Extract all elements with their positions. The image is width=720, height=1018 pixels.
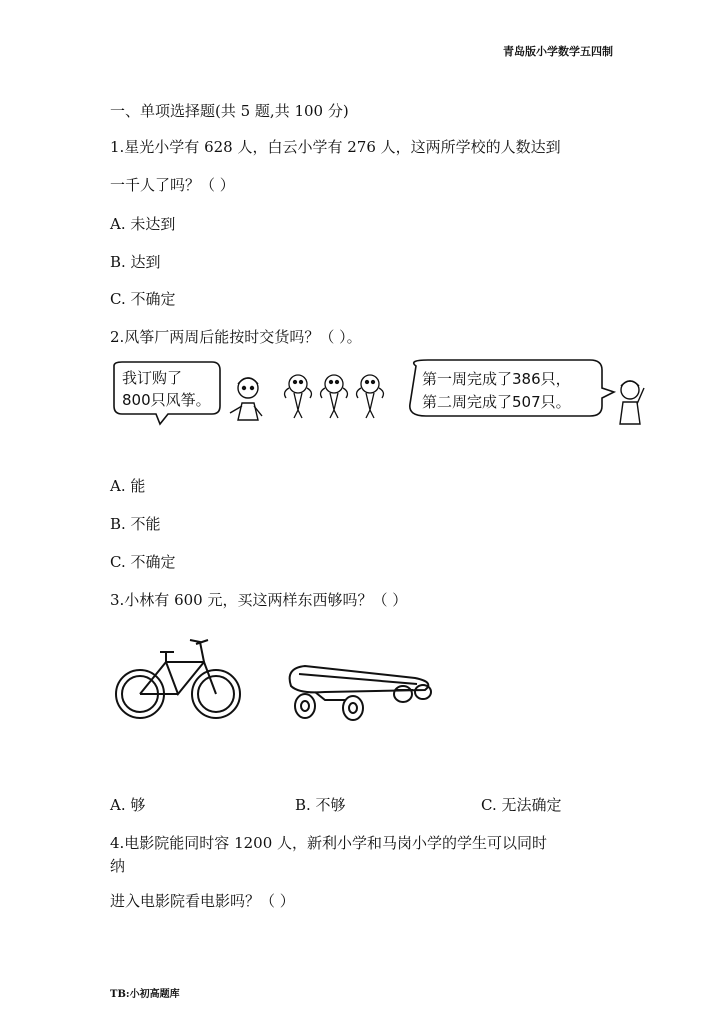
q3-option-a: A. 够 [110, 796, 146, 814]
q1-option-a: A. 未达到 [110, 215, 176, 233]
page-footer: TB:小初高题库 [110, 989, 180, 1000]
kite-icon [321, 375, 348, 418]
bubble-left-line1: 我订购了 [122, 369, 183, 387]
page-header: 青岛版小学数学五四制 [503, 45, 613, 58]
q2-stem: 2.风筝厂两周后能按时交货吗？（ ）。 [110, 328, 362, 346]
bubble-left-line2: 800只风筝。 [122, 391, 211, 409]
q2-option-b: B. 不能 [110, 515, 161, 533]
bubble-right-line1: 第一周完成了386只， [422, 370, 571, 388]
speech-bubble-right [410, 360, 614, 416]
bicycle-icon [108, 632, 248, 728]
worker-figure-icon [620, 381, 644, 424]
q1-stem-line2: 一千人了吗？（ ） [110, 176, 235, 194]
section-title: 一、单项选择题(共 5 题,共 100 分) [110, 102, 349, 120]
bubble-right-line2: 第二周完成了507只。 [422, 393, 571, 411]
q3-stem: 3.小林有 600 元，买这两样东西够吗？（ ） [110, 591, 408, 609]
q3-option-b: B. 不够 [295, 796, 346, 814]
q4-stem-line2: 纳 [110, 857, 126, 875]
customer-figure-icon [230, 378, 262, 420]
kite-icon [357, 375, 384, 418]
skateboard-icon [285, 656, 440, 724]
q1-stem-line1: 1.星光小学有 628 人，白云小学有 276 人，这两所学校的人数达到 [110, 138, 561, 156]
q3-option-c: C. 无法确定 [481, 796, 562, 814]
kite-icon [285, 375, 312, 418]
q2-option-c: C. 不确定 [110, 553, 176, 571]
q4-stem-line1: 4.电影院能同时容 1200 人，新利小学和马岗小学的学生可以同时 [110, 834, 548, 852]
q4-stem-line3: 进入电影院看电影吗？（ ） [110, 892, 295, 910]
speech-bubble-left [114, 362, 220, 424]
q2-illustration [108, 358, 648, 428]
q1-option-c: C. 不确定 [110, 290, 176, 308]
q2-option-a: A. 能 [110, 477, 146, 495]
q1-option-b: B. 达到 [110, 253, 161, 271]
